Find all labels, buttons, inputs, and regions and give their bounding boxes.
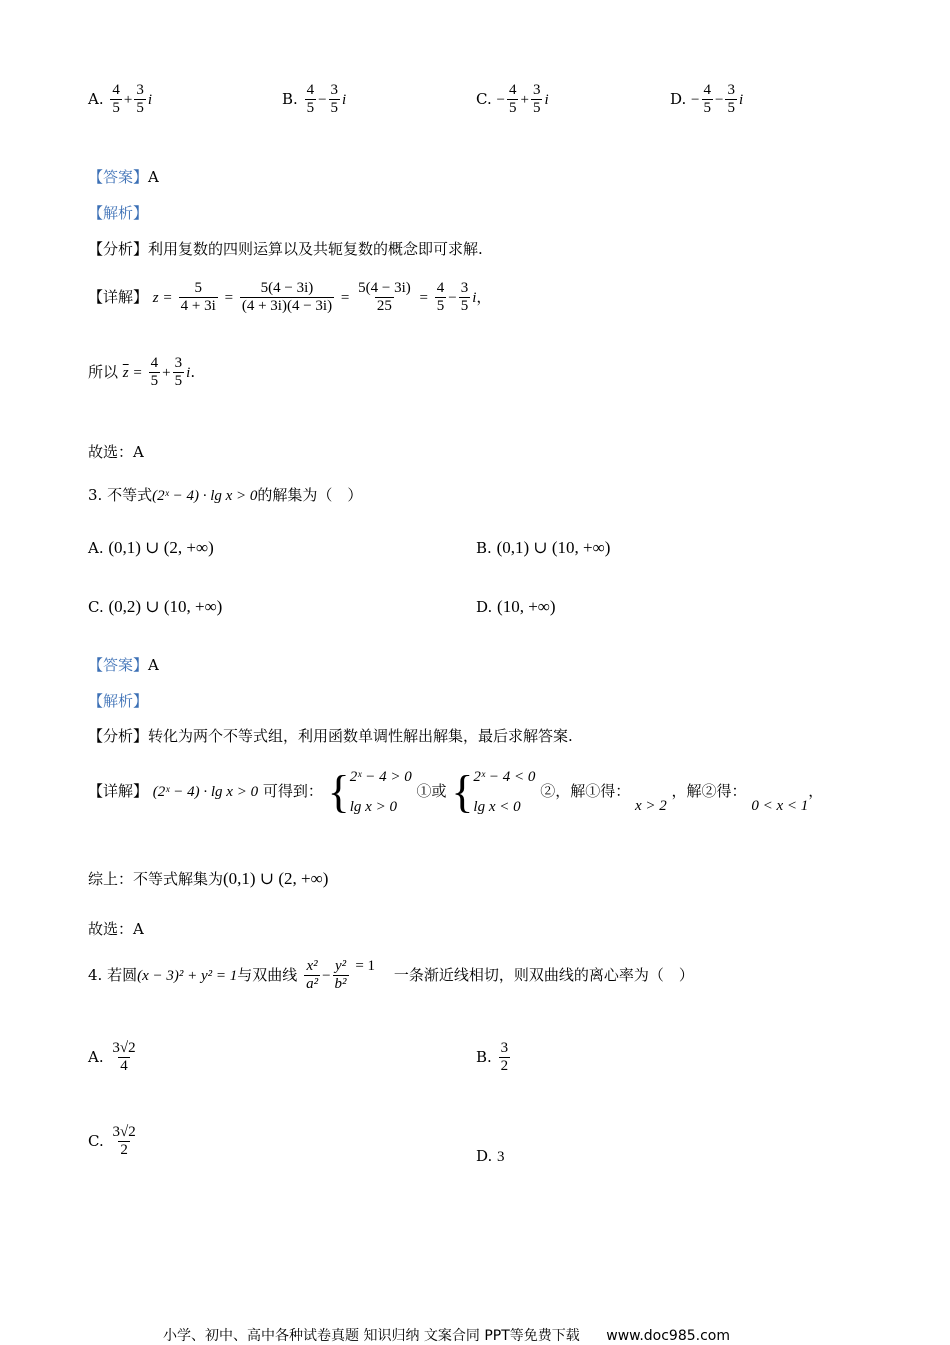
q2-answer: 【答案】A [88, 168, 159, 186]
q2-analysis-tag: 【解析】 [88, 204, 149, 222]
q2-fenxi: 【分析】利用复数的四则运算以及共轭复数的概念即可求解. [88, 240, 483, 258]
q2-detail: 【详解】 z = $\frac{5}{4 + 3i}$ = $\frac{5(4 - 3i)}{(4 + 3i)(4 - 3i)}$ = $\frac{5(4 - 3i)}{25}$ = $\frac{4}{5}$ − $\frac{3}{5}$ i， [88, 280, 492, 315]
q4-option-a: A. $\frac{3√2}{4}$ [88, 1040, 136, 1075]
q4-option-b: B. $\frac{3}{2}$ [476, 1040, 509, 1075]
q4-option-d: D. 3 [476, 1147, 505, 1165]
q3-option-a: A. (0,1) ∪ (2, +∞) [88, 538, 214, 557]
q3-option-c: C. (0,2) ∪ (10, +∞) [88, 597, 223, 616]
q3-choose: 故选：A [88, 920, 144, 938]
q2-choose: 故选：A [88, 443, 144, 461]
q2-option-d: D. − $\frac{4}{5}$ − $\frac{3}{5}$ i [670, 82, 744, 117]
q3-stem: 3. 不等式(2ˣ − 4) · lg x > 0的解集为（ ） [88, 486, 363, 504]
q3-option-b: B. (0,1) ∪ (10, +∞) [476, 538, 611, 557]
q3-option-d: D. (10, +∞) [476, 597, 556, 616]
q4-stem: 4. 若圆(x − 3)² + y² = 1与双曲线 $\frac{\text{x²}}{\text{a²}}$ − $\frac{\text{y²}}{\text{b²}}$ = 1 一条渐近线相切，则双曲线的离心率为（ ） [88, 957, 694, 993]
q2-option-c: C. − $\frac{4}{5}$ + $\frac{3}{5}$ i [476, 82, 549, 117]
q2-option-a: A. $\frac{4}{5}$ + $\frac{3}{5}$ i [88, 82, 153, 117]
q3-fenxi: 【分析】转化为两个不等式组，利用函数单调性解出解集，最后求解答案. [88, 727, 573, 745]
q2-conjugate: 所以 $\overline{z}$ = $\frac{4}{5}$ + $\frac{3}{5}$ i. [88, 355, 196, 390]
q3-analysis-tag: 【解析】 [88, 692, 149, 710]
fraction: $\frac{4}{5}$ [112, 82, 120, 117]
q2-option-b: B. $\frac{4}{5}$ − $\frac{3}{5}$ i [282, 82, 347, 117]
footer: 小学、初中、高中各种试卷真题 知识归纳 文案合同 PPT等免费下载 www.doc985.com [163, 1328, 730, 1344]
q3-summary: 综上：不等式解集为(0,1) ∪ (2, +∞) [88, 869, 329, 888]
q3-answer: 【答案】A [88, 656, 159, 674]
q3-detail: 【详解】 (2ˣ − 4) · lg x > 0 可得到： { 2ˣ − 4 > 0 lg x > 0 ①或 { 2ˣ − 4 < 0 lg x < 0 ②，解①得： x > 2 ，解②得： 0 < x < 1， [88, 766, 824, 817]
q4-option-c: C. $\frac{3√2}{2}$ [88, 1124, 136, 1159]
footer-url[interactable]: www.doc985.com [606, 1328, 730, 1344]
